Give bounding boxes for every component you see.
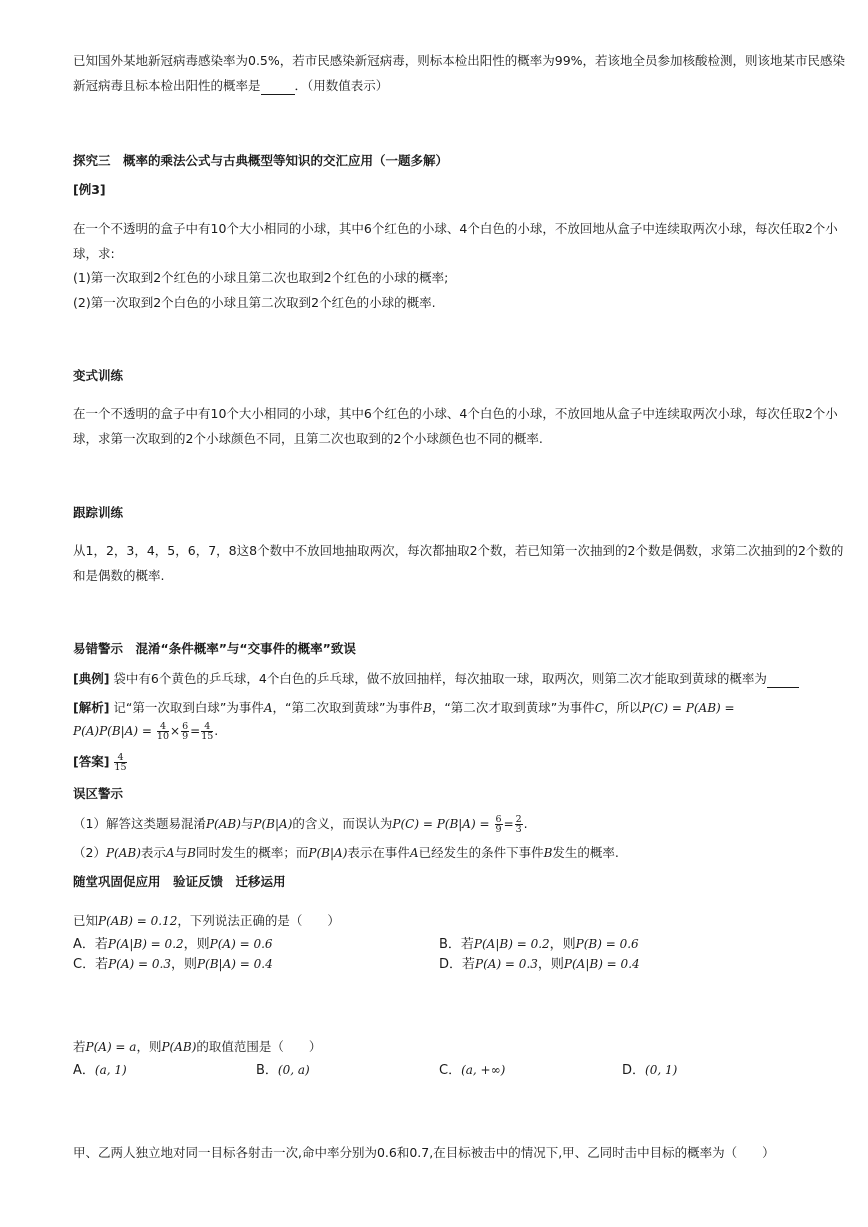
mistake-item-1: （1）解答这类题易混淆P(AB)与P(B|A)的含义，而误认为P(C) = P(B|A) = $\frac{6}{9}$ = $\frac{2}{3}$ . [73, 814, 528, 835]
answer-label: [答案] [73, 754, 110, 769]
pitfall-answer [73, 751, 128, 773]
math-formula: P(B|A) [253, 817, 293, 831]
analysis-text: ，“第二次才取到黄球”为事件 [431, 700, 595, 715]
tracking-line-2: 和是偶数的概率. [73, 568, 165, 583]
q3-stem: 甲、乙两人独立地对同一目标各射击一次,命中率分别为0.6和0.7,在目标被击中的情况下,甲、乙同时击中目标的概率为（ ） [73, 1145, 775, 1160]
math-formula: P(C) = P(AB) = [641, 701, 735, 715]
example3-label: [例3] [73, 182, 106, 197]
q1-option-b[interactable]: B．若P(A|B) = 0.2，则P(B) = 0.6 [439, 937, 639, 952]
example3-line-2: 球，求: [73, 246, 115, 261]
intro-text: 新冠病毒且标本检出阳性的概率是 [73, 78, 261, 93]
fraction: $\frac{6}{9}$ [182, 721, 189, 742]
example3-question-1: (1)第一次取到2个红色的小球且第二次也取到2个红色的小球的概率; [73, 270, 449, 285]
pitfall-analysis-line-2 [73, 720, 218, 742]
math-formula: P(B|A) [308, 846, 348, 860]
math-times: × [170, 724, 181, 738]
math-formula: P(AB) [205, 817, 241, 831]
pitfall-example-text: 袋中有6个黄色的乒乓球，4个白色的乒乓球，做不放回抽样，每次抽取一球，取两次，则第二次才能取到黄球的概率为 [113, 671, 767, 686]
pitfall-example [73, 671, 799, 688]
q2-option-a[interactable]: A．(a, 1) [73, 1063, 127, 1078]
mistake-item-2: （2）P(AB)表示A与B同时发生的概率；而P(B|A)表示在事件A已经发生的条件下事件B发生的概率. [73, 845, 619, 860]
q1-option-a[interactable]: A．若P(A|B) = 0.2，则P(A) = 0.6 [73, 937, 273, 952]
tracking-heading: 跟踪训练 [73, 505, 124, 520]
fraction: $\frac{6}{9}$ [495, 814, 502, 835]
intro-line-1: 已知国外某地新冠病毒感染率为0.5%，若市民感染新冠病毒，则标本检出阳性的概率为99%，若该地全员参加核酸检测，则该地某市民感染 [73, 53, 846, 68]
math-event-b: B [423, 701, 432, 715]
q1-option-c[interactable]: C．若P(A) = 0.3，则P(B|A) = 0.4 [73, 957, 273, 972]
pitfall-analysis-line-1 [73, 700, 735, 716]
analysis-text: 记“第一次取到白球”为事件 [113, 700, 264, 715]
variant-line-1: 在一个不透明的盒子中有10个大小相同的小球，其中6个红色的小球、4个白色的小球，不放回地从盒子中连续取两次小球，每次任取2个小 [73, 406, 838, 421]
variant-line-2: 球，求第一次取到的2个小球颜色不同，且第二次也取到的2个小球颜色也不同的概率. [73, 431, 543, 446]
math-formula: P(AB) [105, 846, 141, 860]
mistake-heading: 误区警示 [73, 786, 124, 801]
math-event-a: A [263, 701, 273, 715]
fraction: $\frac{4}{15}$ [201, 721, 214, 742]
analysis-label: [解析] [73, 700, 110, 715]
example3-question-2: (2)第一次取到2个白色的小球且第二次取到2个红色的小球的概率. [73, 295, 436, 310]
analysis-text: ，“第二次取到黄球”为事件 [272, 700, 423, 715]
q2-option-c[interactable]: C．(a, +∞) [439, 1063, 506, 1078]
q1-option-d[interactable]: D．若P(A) = 0.3，则P(A|B) = 0.4 [439, 957, 640, 972]
math-event-c: C [594, 701, 604, 715]
analysis-text: ，所以 [603, 700, 642, 715]
math-formula: P(AB) = 0.12 [98, 914, 178, 928]
math-formula: P(A) = a [85, 1040, 137, 1054]
explore3-heading: 探究三 概率的乘法公式与古典概型等知识的交汇应用（一题多解） [73, 153, 449, 168]
q2-stem: 若P(A) = a，则P(AB)的取值范围是（ ） [73, 1039, 322, 1054]
q2-option-d[interactable]: D．(0, 1) [622, 1063, 678, 1078]
math-equals: = [190, 724, 201, 738]
practice-heading: 随堂巩固促应用 验证反馈 迁移运用 [73, 874, 286, 889]
fraction: $\frac{4}{15}$ [114, 752, 127, 773]
answer-blank [767, 671, 799, 688]
example3-line-1: 在一个不透明的盒子中有10个大小相同的小球，其中6个红色的小球、4个白色的小球，不放回地从盒子中连续取两次小球，每次任取2个小 [73, 221, 838, 236]
intro-line-2 [73, 78, 388, 95]
fraction: $\frac{4}{10}$ [156, 721, 170, 742]
math-formula: P(A)P(B|A) = [73, 724, 152, 738]
intro-note: ．（用数值表示） [294, 78, 389, 93]
period: . [214, 723, 219, 738]
q1-stem: 已知P(AB) = 0.12，下列说法正确的是（ ） [73, 913, 340, 928]
math-formula: P(AB) [161, 1040, 197, 1054]
q2-option-b[interactable]: B．(0, a) [256, 1063, 310, 1078]
math-formula: P(C) = P(B|A) = [392, 817, 490, 831]
fraction: $\frac{2}{3}$ [515, 814, 522, 835]
variant-heading: 变式训练 [73, 368, 124, 383]
pitfall-heading: 易错警示 混淆“条件概率”与“交事件的概率”致误 [73, 641, 356, 656]
tracking-line-1: 从1，2，3，4，5，6，7，8这8个数中不放回地抽取两次，每次都抽取2个数，若已知第一次抽到的2个数是偶数，求第二次抽到的2个数的 [73, 543, 844, 558]
pitfall-example-label: [典例] [73, 671, 110, 686]
answer-blank [261, 78, 295, 95]
